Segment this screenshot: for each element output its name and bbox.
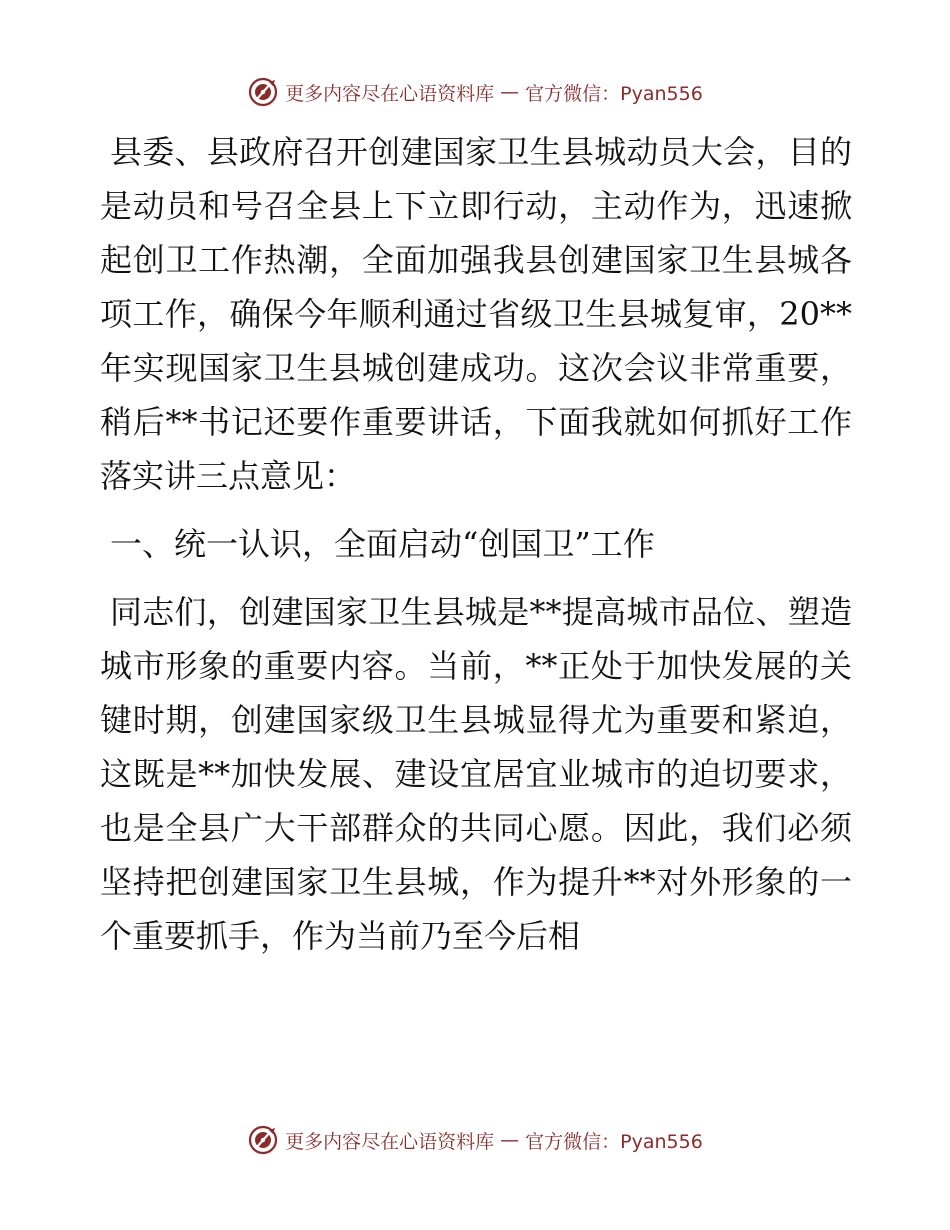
body-paragraph: 县委、县政府召开创建国家卫生县城动员大会，目的是动员和号召全县上下立即行动，主动作为，迅速掀起创卫工作热潮，全面加强我县创建国家卫生县城各项工作，确保今年顺利通过省级卫生县城复审，20**年实现国家卫生县城创建成功。这次会议非常重要，稍后**书记还要作重要讲话，下面我就如何抓好工作落实讲三点意见：: [100, 133, 852, 495]
quill-seal-icon: [247, 1124, 279, 1156]
banner-separator: —: [500, 1129, 520, 1151]
document-body: [100, 125, 852, 977]
quill-seal-icon: [247, 76, 279, 108]
banner-separator: —: [500, 81, 520, 103]
banner-wechat-text: 官方微信：Pyan556: [525, 82, 703, 105]
banner-wechat-text: 官方微信：Pyan556: [525, 1130, 703, 1153]
header-banner: [0, 72, 950, 112]
footer-banner: [0, 1120, 950, 1160]
banner-site-text: 更多内容尽在心语资料库: [285, 1130, 495, 1153]
banner-site-text: 更多内容尽在心语资料库: [285, 82, 495, 105]
body-paragraph: 同志们，创建国家卫生县城是**提高城市品位、塑造城市形象的重要内容。当前，**正处于加快发展的关键时期，创建国家级卫生县城显得尤为重要和紧迫，这既是**加快发展、建设宜居宜业城市的迫切要求，也是全县广大干部群众的共同心愿。因此，我们必须坚持把创建国家卫生县城，作为提升**对外形象的一个重要抓手，作为当前乃至今后相: [100, 593, 852, 955]
section-heading: 一、统一认识，全面启动“创国卫”工作: [110, 525, 655, 563]
